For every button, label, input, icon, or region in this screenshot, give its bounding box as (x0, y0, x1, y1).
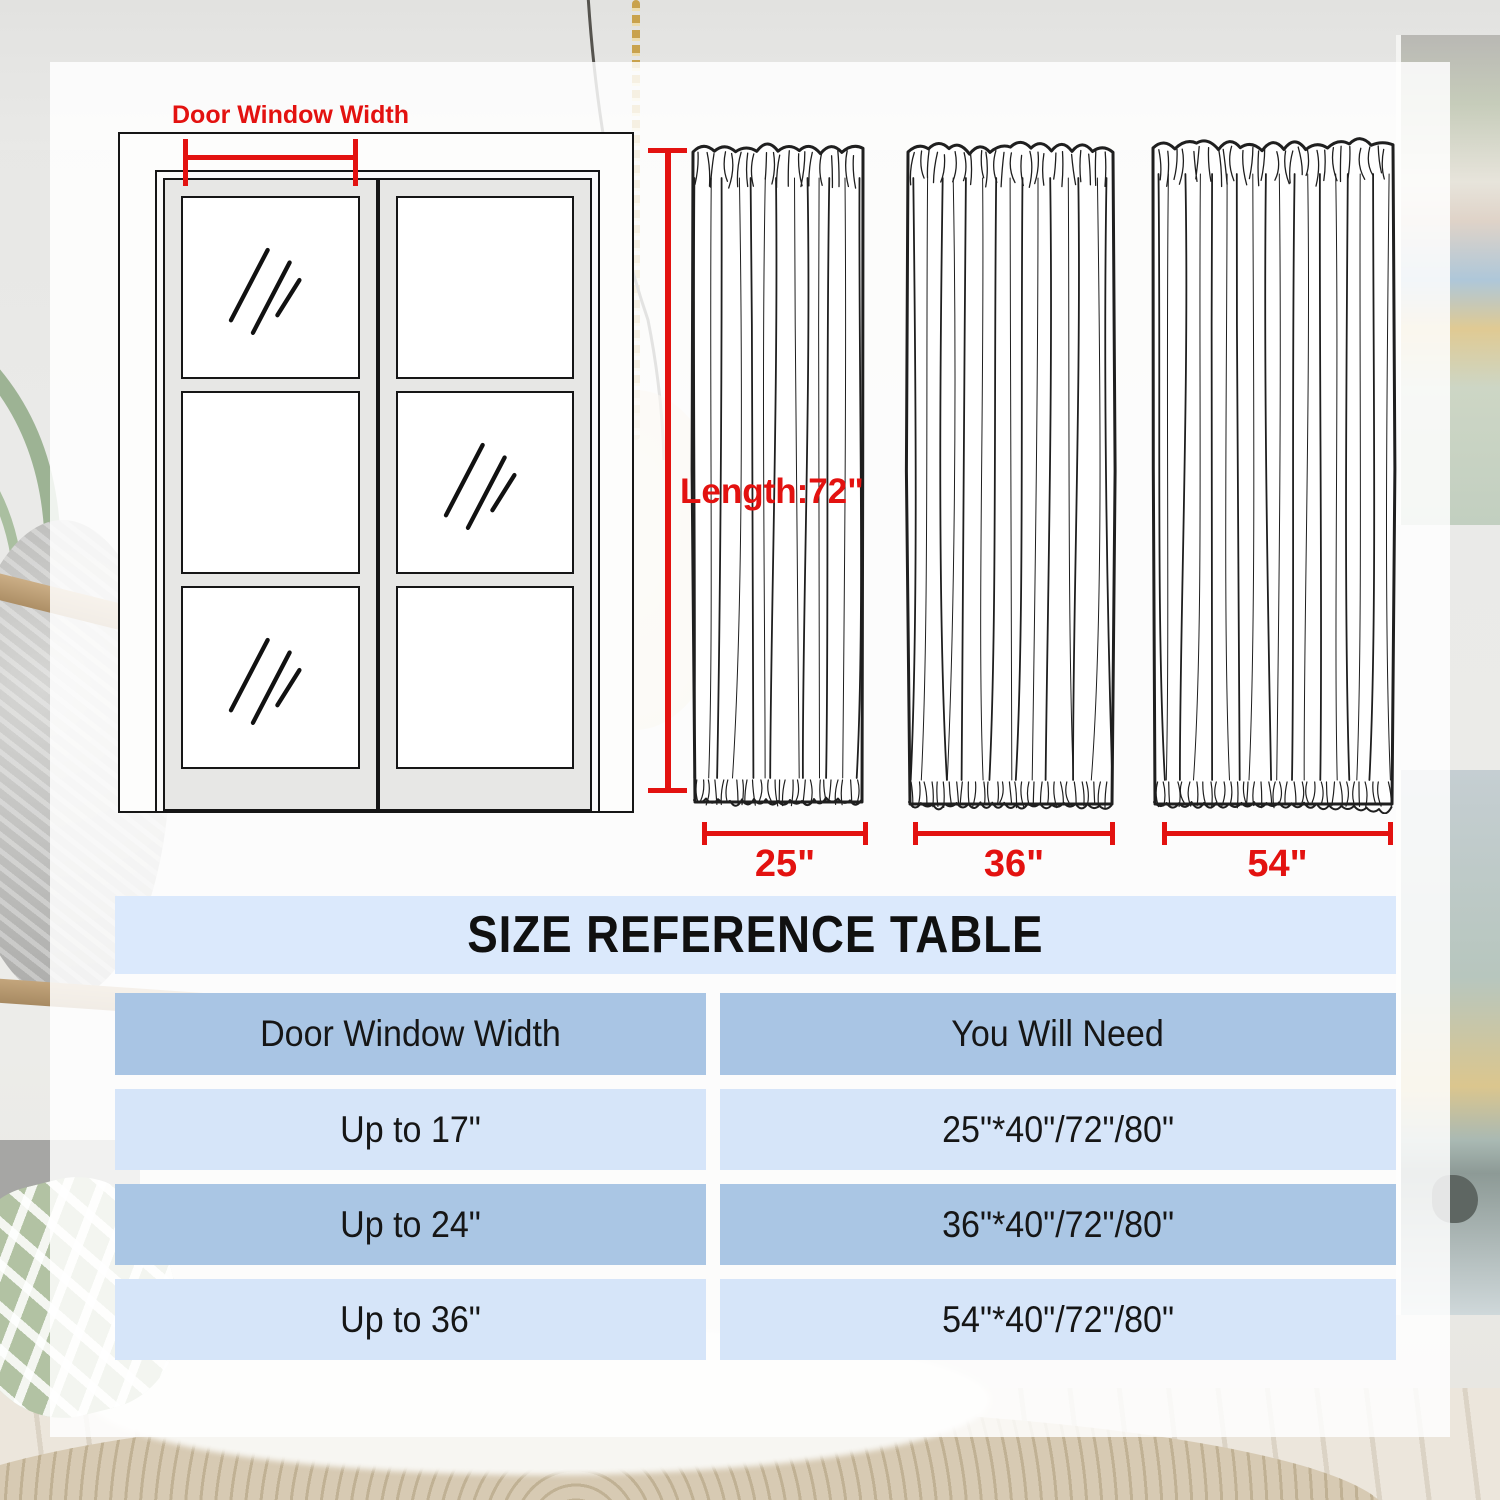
glass-pane (396, 586, 575, 769)
width-measure-line (183, 155, 358, 160)
table-row (115, 1279, 1396, 1360)
glass-pane (181, 196, 360, 379)
door-diagram (118, 132, 634, 813)
glass-pane (181, 586, 360, 769)
row-width-cell: Up to 36" (115, 1279, 706, 1360)
door-leaf-left (163, 178, 378, 811)
table-row (115, 1184, 1396, 1265)
width-measure-tick (183, 139, 188, 186)
door-frame (155, 170, 600, 811)
length-measure-cap (648, 148, 687, 153)
row-need-cell: 25"*40"/72"/80" (720, 1089, 1396, 1170)
glass-shine-icon (424, 420, 546, 545)
curtain-panel-54 (1148, 124, 1398, 814)
length-label: Length:72" (680, 472, 864, 511)
glass-shine-icon (209, 225, 331, 350)
header-door-window-width: Door Window Width (115, 993, 706, 1075)
glass-pane (396, 391, 575, 574)
length-measure-cap (648, 788, 687, 793)
size-reference-table (115, 896, 1396, 1360)
curtain-panel-25 (688, 128, 868, 812)
row-width-cell: Up to 24" (115, 1184, 706, 1265)
glass-pane (396, 196, 575, 379)
panel-width-tick (702, 822, 707, 845)
panel-width-line (913, 831, 1115, 836)
panel-width-line (1162, 831, 1393, 836)
panel-width-tick (863, 822, 868, 845)
table-title-banner (115, 896, 1396, 974)
header-you-will-need: You Will Need (720, 993, 1396, 1075)
table-row (115, 1089, 1396, 1170)
panel-width-tick (1388, 822, 1393, 845)
panel-width-label: 25" (754, 843, 816, 885)
panel-width-line (702, 831, 868, 836)
row-need-cell: 54"*40"/72"/80" (720, 1279, 1396, 1360)
door-window-width-label: Door Window Width (172, 101, 409, 129)
panel-width-tick (913, 822, 918, 845)
length-measure-line (665, 150, 671, 793)
door-leaf-right (378, 178, 593, 811)
width-measure-tick (353, 139, 358, 186)
panel-width-label: 54" (1247, 843, 1308, 885)
glass-pane (181, 391, 360, 574)
row-width-cell: Up to 17" (115, 1089, 706, 1170)
panel-width-label: 36" (983, 843, 1045, 885)
table-header-row (115, 993, 1396, 1075)
row-need-cell: 36"*40"/72"/80" (720, 1184, 1396, 1265)
glass-shine-icon (209, 615, 331, 740)
table-title: SIZE REFERENCE TABLE (467, 906, 1044, 964)
panel-width-tick (1110, 822, 1115, 845)
curtain-panel-36 (903, 128, 1118, 814)
panel-width-tick (1162, 822, 1167, 845)
